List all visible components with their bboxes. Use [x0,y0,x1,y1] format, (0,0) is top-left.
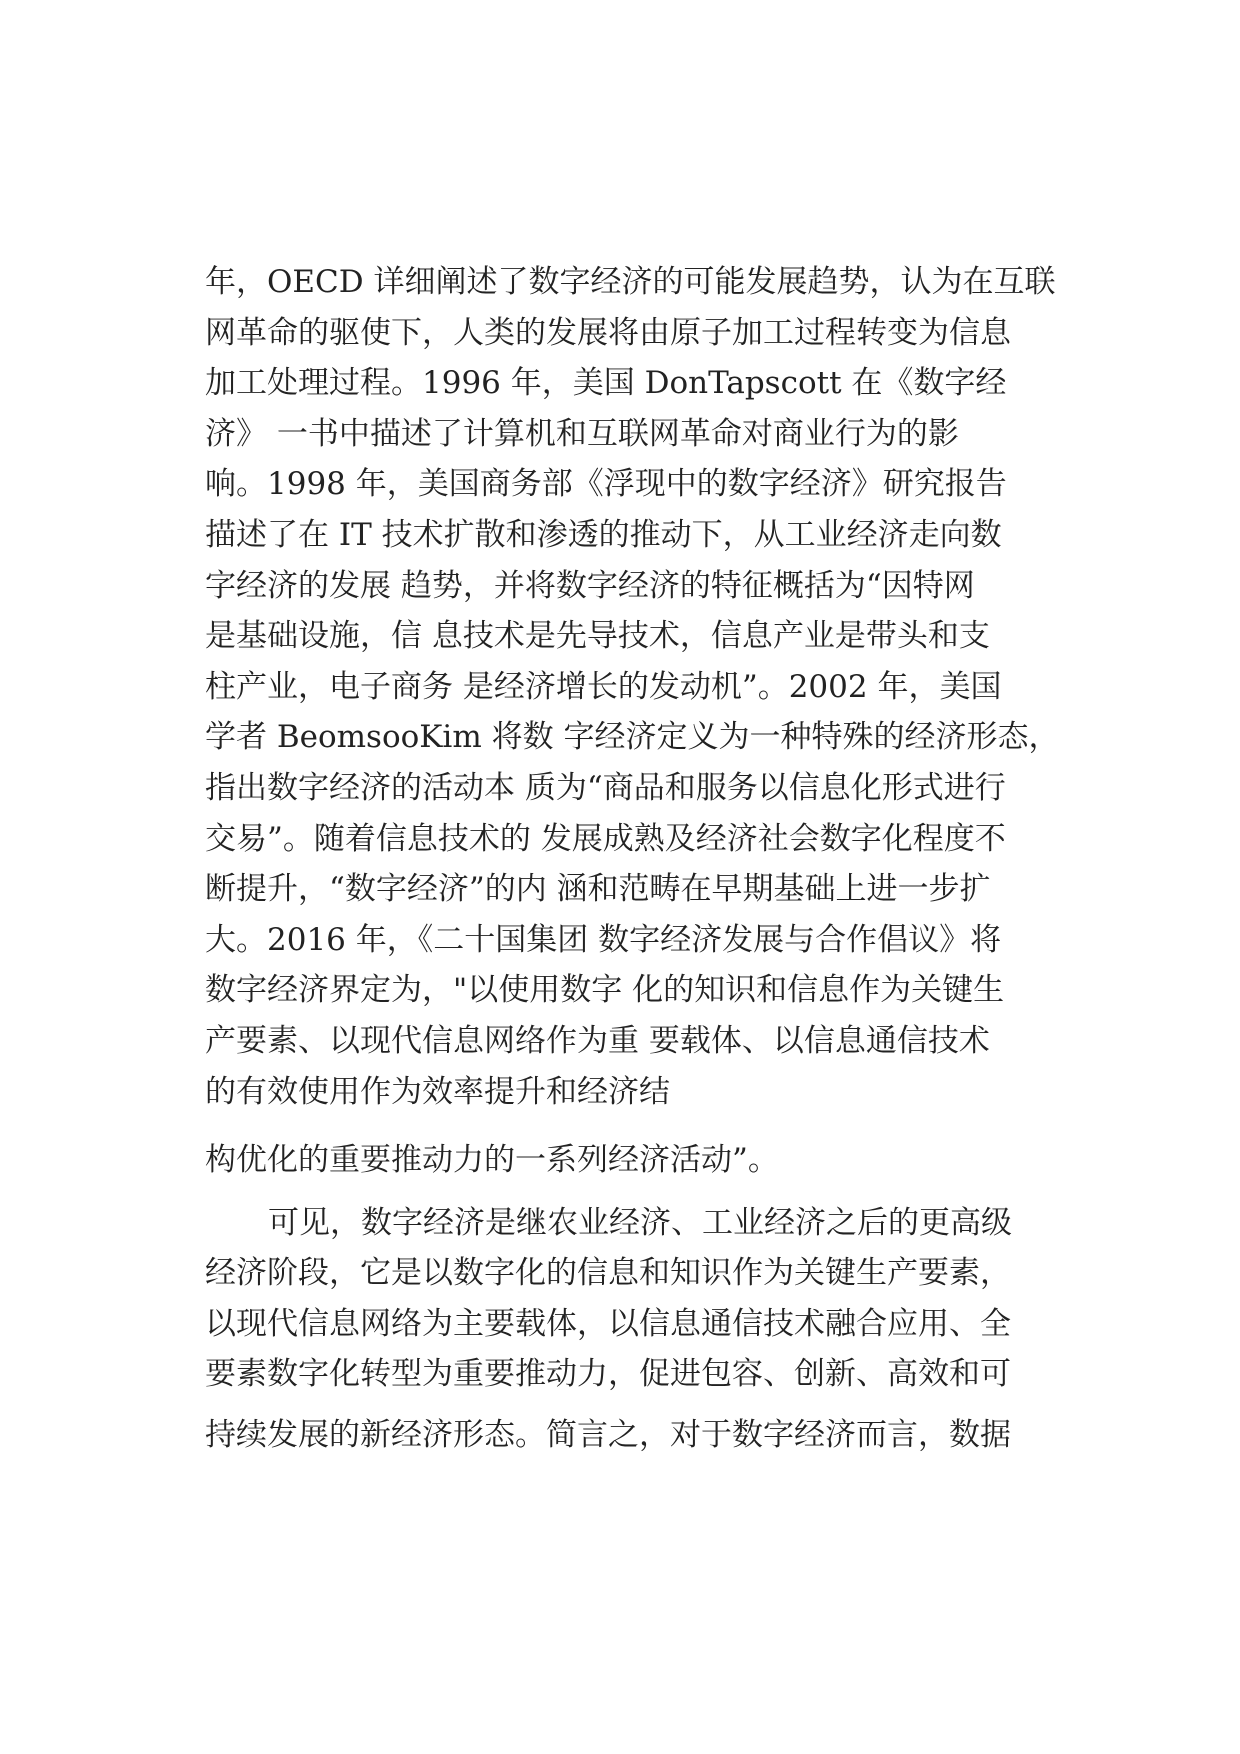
text-line: 交易”。随着信息技术的 发展成熟及经济社会数字化程度不 [205,820,1006,857]
paragraph-continued-tail [205,1135,1085,1186]
text-line: 经济阶段，它是以数字化的信息和知识作为关键生产要素， [205,1255,1011,1292]
line-gap [205,1400,1085,1410]
text-line: 要素数字化转型为重要推动力，促进包容、创新、高效和可 [205,1356,1011,1393]
paragraph-tail [205,1410,1085,1461]
text-line: 是基础设施，信 息技术是先导技术，信息产业是带头和支 [205,618,990,655]
body-text [205,257,1085,1461]
line-gap [205,1117,1085,1135]
text-line: 断提升，“数字经济”的内 涵和范畴在早期基础上进一步扩 [205,871,991,908]
text-line: 产要素、以现代信息网络作为重 要载体、以信息通信技术 [205,1022,990,1059]
text-line-indented: 可见，数字经济是继农业经济、工业经济之后的更高级 [268,1204,1012,1241]
text-line: 大。2016 年，《二十国集团 数字经济发展与合作倡议》将 [205,921,1002,958]
text-line: 持续发展的新经济形态。简言之，对于数字经济而言，数据 [205,1417,1011,1454]
text-line: 字经济的发展 趋势，并将数字经济的特征概括为“因特网 [205,567,975,604]
text-line: 以现代信息网络为主要载体，以信息通信技术融合应用、全 [205,1305,1011,1342]
text-line: 构优化的重要推动力的一系列经济活动”。 [205,1142,779,1179]
text-line: 响。1998 年，美国商务部《浮现中的数字经济》研究报告 [205,466,1007,503]
text-line: 济》 一书中描述了计算机和互联网革命对商业行为的影 [205,415,959,452]
paragraph [205,1198,1085,1400]
text-line: 加工处理过程。1996 年，美国 DonTapscott 在《数字经 [205,365,1007,402]
text-line: 网革命的驱使下，人类的发展将由原子加工过程转变为信息 [205,314,1011,351]
text-line: 描述了在 IT 技术扩散和渗透的推动下，从工业经济走向数 [205,516,1002,553]
text-line: 数字经济界定为，"以使用数字 化的知识和信息作为关键生 [205,972,1005,1009]
text-line: 的有效使用作为效率提升和经济结 [205,1073,670,1110]
text-line: 指出数字经济的活动本 质为“商品和服务以信息化形式进行 [205,769,1006,806]
text-line: 柱产业，电子商务 是经济增长的发动机”。2002 年，美国 [205,668,1002,705]
line-gap [205,1186,1085,1198]
text-line: 年，OECD 详细阐述了数字经济的可能发展趋势，认为在互联 [205,264,1056,300]
paragraph-continued [205,257,1085,1117]
text-line: 学者 BeomsooKim 将数 字经济定义为一种特殊的经济形态， [205,719,1060,756]
